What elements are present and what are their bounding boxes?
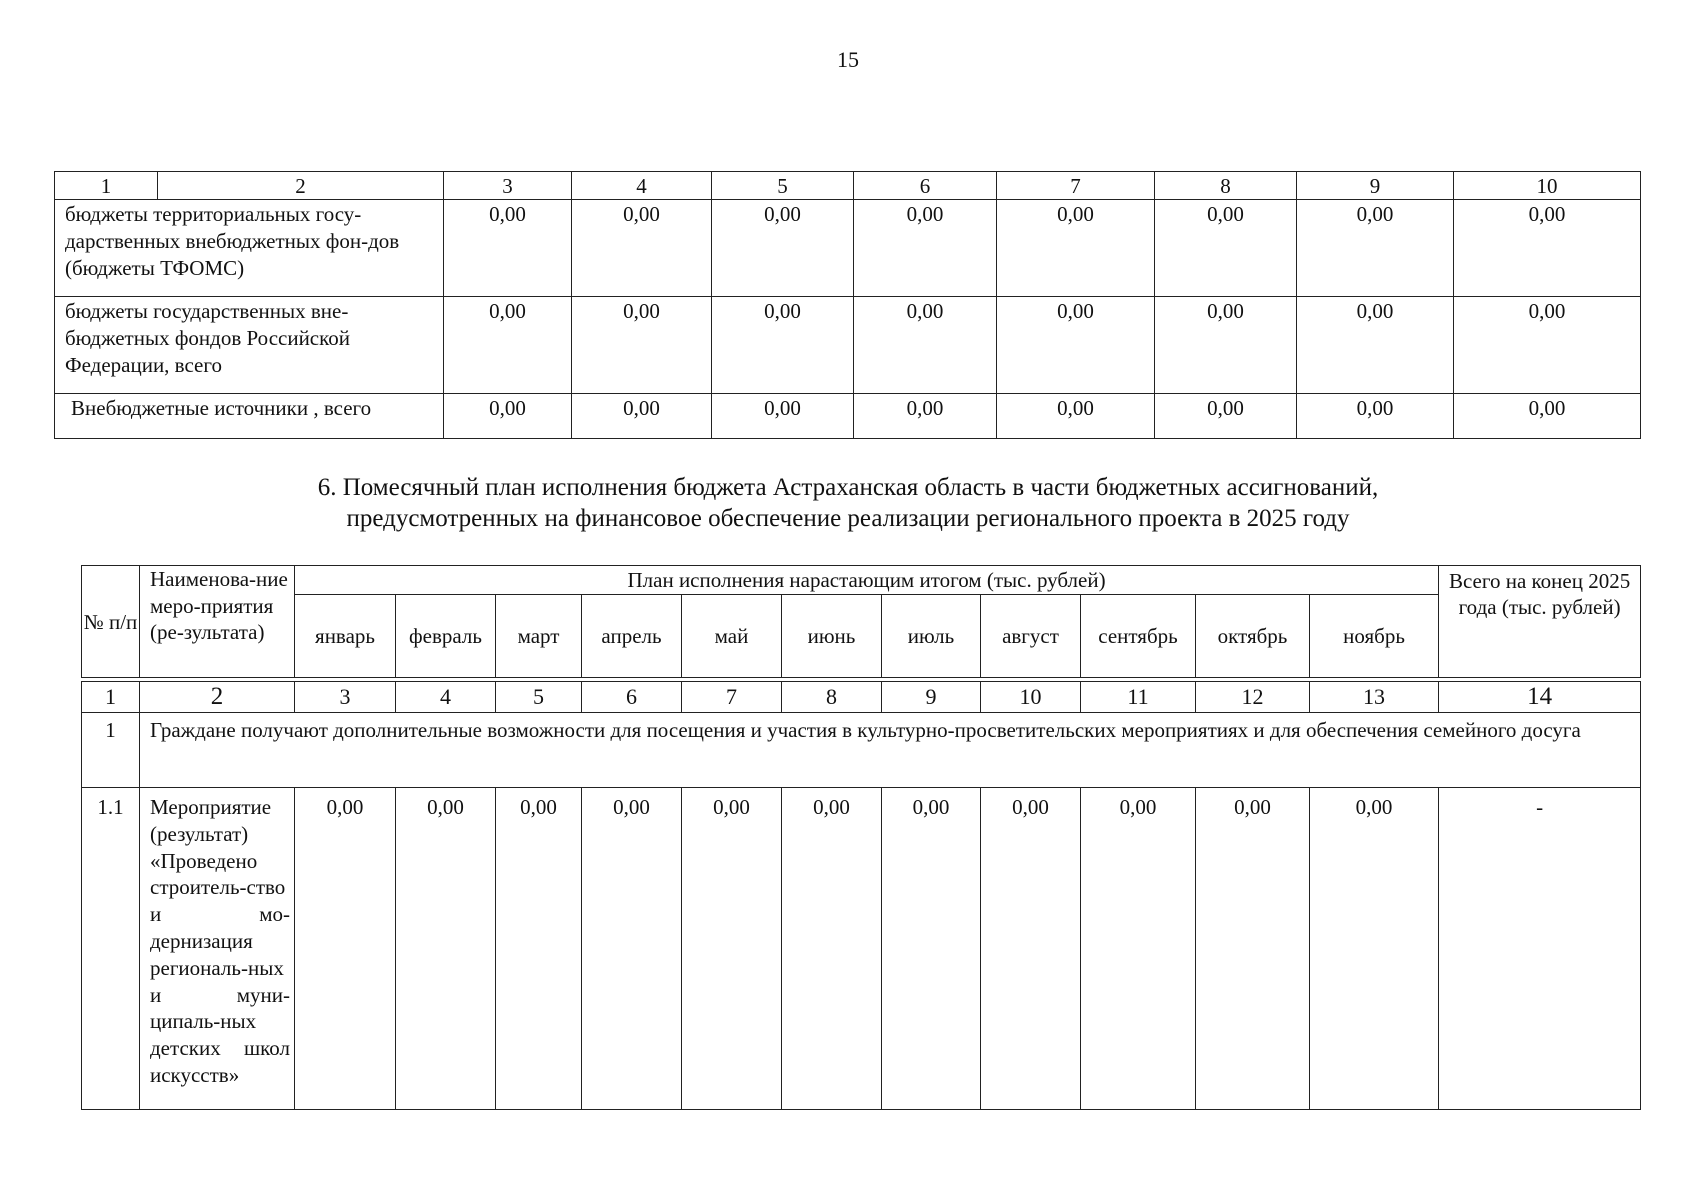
column-number: 4 <box>396 682 496 713</box>
column-number: 1 <box>55 172 158 200</box>
section-title-line: 6. Помесячный план исполнения бюджета Астраханская область в части бюджетных ассигнований, <box>317 474 1379 501</box>
value-cell: 0,00 <box>981 788 1081 1110</box>
value-cell: 0,00 <box>572 394 712 439</box>
column-number: 6 <box>582 682 682 713</box>
value-cell: 0,00 <box>1155 394 1297 439</box>
month-header: сентябрь <box>1081 595 1196 678</box>
value-cell: 0,00 <box>1155 297 1297 394</box>
column-number: 2 <box>158 172 444 200</box>
row-label: Внебюджетные источники , всего <box>55 394 444 439</box>
total-cell: - <box>1439 788 1641 1110</box>
month-header: август <box>981 595 1081 678</box>
value-cell: 0,00 <box>997 297 1155 394</box>
table-row <box>55 200 1641 297</box>
column-numbers-row <box>82 682 1641 713</box>
month-header: апрель <box>582 595 682 678</box>
month-header: май <box>682 595 782 678</box>
column-header-number: № п/п <box>82 566 140 678</box>
value-cell: 0,00 <box>396 788 496 1110</box>
column-number: 9 <box>1297 172 1454 200</box>
page-number: 15 <box>837 47 859 72</box>
value-cell: 0,00 <box>1297 200 1454 297</box>
value-cell: 0,00 <box>1454 297 1641 394</box>
activity-row <box>82 788 1641 1110</box>
value-cell: 0,00 <box>444 297 572 394</box>
column-header-plan: План исполнения нарастающим итогом (тыс. рублей) <box>295 566 1439 595</box>
column-header-total: Всего на конец 2025 года (тыс. рублей) <box>1439 566 1641 678</box>
value-cell: 0,00 <box>712 200 854 297</box>
row-label: бюджеты территориальных госу-дарственных внебюджетных фон-дов (бюджеты ТФОМС) <box>55 200 444 297</box>
column-number: 6 <box>854 172 997 200</box>
goal-number: 1 <box>82 713 140 788</box>
activity-number: 1.1 <box>82 788 140 1110</box>
section-title-line: предусмотренных на финансовое обеспечение реализации регионального проекта в 2025 году <box>346 505 1350 532</box>
column-number: 7 <box>997 172 1155 200</box>
column-number: 14 <box>1439 682 1641 713</box>
value-cell: 0,00 <box>1297 394 1454 439</box>
column-number: 8 <box>782 682 882 713</box>
column-number: 5 <box>496 682 582 713</box>
row-label: бюджеты государственных вне-бюджетных фондов Российской Федерации, всего <box>55 297 444 394</box>
value-cell: 0,00 <box>1081 788 1196 1110</box>
value-cell: 0,00 <box>682 788 782 1110</box>
column-number: 3 <box>295 682 396 713</box>
month-header: ноябрь <box>1310 595 1439 678</box>
column-number: 9 <box>882 682 981 713</box>
table-row <box>55 394 1641 439</box>
column-number: 2 <box>140 682 295 713</box>
column-number: 13 <box>1310 682 1439 713</box>
value-cell: 0,00 <box>1310 788 1439 1110</box>
activity-name: Мероприятие (результат) «Проведено строитель-ство и мо-дернизация региональ-ных и муни-ципаль-ных детских школ искусств» <box>140 788 295 1110</box>
column-number: 7 <box>682 682 782 713</box>
value-cell: 0,00 <box>572 200 712 297</box>
column-number: 12 <box>1196 682 1310 713</box>
value-cell: 0,00 <box>444 394 572 439</box>
table-header-row <box>55 172 1641 200</box>
value-cell: 0,00 <box>854 200 997 297</box>
value-cell: 0,00 <box>444 200 572 297</box>
column-number: 4 <box>572 172 712 200</box>
value-cell: 0,00 <box>712 394 854 439</box>
month-header: январь <box>295 595 396 678</box>
value-cell: 0,00 <box>997 200 1155 297</box>
month-header: февраль <box>396 595 496 678</box>
monthly-plan-table <box>81 565 1641 1110</box>
column-number: 5 <box>712 172 854 200</box>
column-number: 8 <box>1155 172 1297 200</box>
month-header: март <box>496 595 582 678</box>
column-number: 11 <box>1081 682 1196 713</box>
value-cell: 0,00 <box>782 788 882 1110</box>
column-number: 1 <box>82 682 140 713</box>
value-cell: 0,00 <box>582 788 682 1110</box>
section-title <box>0 472 1696 534</box>
goal-text: Граждане получают дополнительные возможности для посещения и участия в культурно-просветительских мероприятиях и для обеспечения семейного досуга <box>140 713 1641 788</box>
value-cell: 0,00 <box>1196 788 1310 1110</box>
value-cell: 0,00 <box>572 297 712 394</box>
value-cell: 0,00 <box>712 297 854 394</box>
value-cell: 0,00 <box>1454 394 1641 439</box>
column-number: 3 <box>444 172 572 200</box>
value-cell: 0,00 <box>1454 200 1641 297</box>
month-header: июнь <box>782 595 882 678</box>
table-header-row <box>82 595 1641 678</box>
column-number: 10 <box>1454 172 1641 200</box>
value-cell: 0,00 <box>854 297 997 394</box>
table-header-row <box>82 566 1641 595</box>
month-header: июль <box>882 595 981 678</box>
value-cell: 0,00 <box>1297 297 1454 394</box>
table-row <box>55 297 1641 394</box>
value-cell: 0,00 <box>496 788 582 1110</box>
value-cell: 0,00 <box>854 394 997 439</box>
value-cell: 0,00 <box>997 394 1155 439</box>
value-cell: 0,00 <box>295 788 396 1110</box>
month-header: октябрь <box>1196 595 1310 678</box>
column-number: 10 <box>981 682 1081 713</box>
budget-sources-table <box>54 171 1641 439</box>
value-cell: 0,00 <box>1155 200 1297 297</box>
goal-row <box>82 713 1641 788</box>
column-header-name: Наименова-ние меро-приятия (ре-зультата) <box>140 566 295 678</box>
value-cell: 0,00 <box>882 788 981 1110</box>
